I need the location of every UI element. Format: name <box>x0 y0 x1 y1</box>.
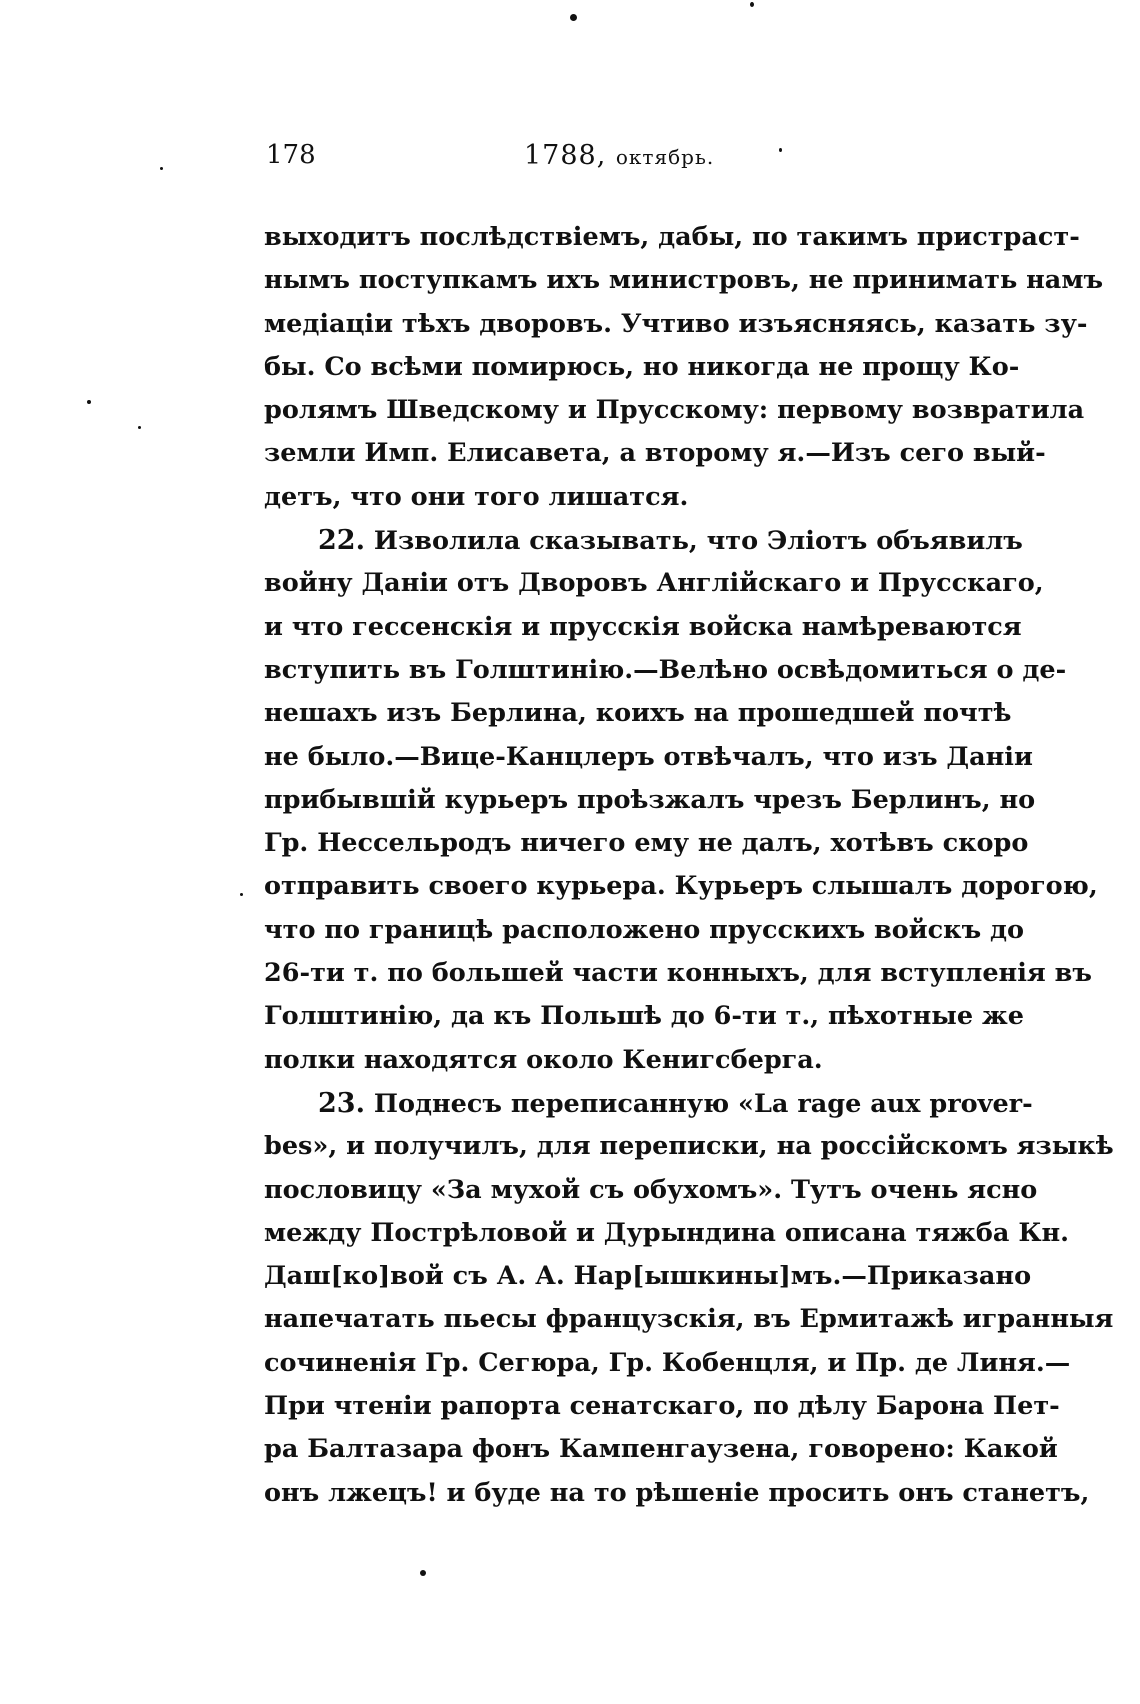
scan-speck <box>87 400 91 404</box>
text-line: Гр. Нессельродъ ничего ему не далъ, хотѣвъ скоро <box>264 828 1029 859</box>
text-line: ролямъ Шведскому и Прусскому: первому возвратила <box>264 395 1085 426</box>
entry-22-first-line <box>264 519 1023 562</box>
page-number: 178 <box>266 140 316 170</box>
text-line: нешахъ изъ Берлина, коихъ на прошедшей почтѣ <box>264 698 1012 729</box>
text-line: напечатать пьесы французскія, въ Ермитажѣ игранныя <box>264 1304 1114 1335</box>
scan-speck <box>240 893 243 896</box>
text-line: выходитъ послѣдствіемъ, дабы, по такимъ пристраст- <box>264 222 1080 252</box>
text-line: 26-ти т. по большей части конныхъ, для вступленія въ <box>264 958 1092 989</box>
text-line: между Пострѣловой и Дурындина описана тяжба Кн. <box>264 1217 1070 1248</box>
entry-23-number: 23. <box>318 1087 365 1119</box>
text-line: бы. Со всѣми помирюсь, но никогда не прощу Ко- <box>264 351 1020 382</box>
text-line: вступить въ Голштинію.—Велѣно освѣдомиться о де- <box>264 654 1067 685</box>
header-year: 1788, <box>524 140 607 171</box>
scan-speck <box>420 1570 426 1576</box>
text-line: медіаціи тѣхъ дворовъ. Учтиво изъясняясь, казать зу- <box>264 308 1088 339</box>
text-line: прибывшій курьеръ проѣзжалъ чрезъ Берлинъ, но <box>264 784 1036 815</box>
text-line: детъ, что они того лишатся. <box>264 481 689 512</box>
scan-speck <box>138 426 141 429</box>
entry-22-first-text: Изволила сказывать, что Эліотъ объявилъ <box>373 526 1023 557</box>
text-line: Голштинію, да къ Польшѣ до 6-ти т., пѣхотные же <box>264 1001 1024 1032</box>
text-line: При чтеніи рапорта сенатскаго, по дѣлу Барона Пет- <box>264 1391 1060 1422</box>
entry-23-first-text: Поднесъ переписанную «La rage aux prover- <box>373 1088 1033 1119</box>
text-line: что по границѣ расположено прусскихъ войскъ до <box>264 914 1025 945</box>
text-line: онъ лжецъ! и буде на то рѣшеніе просить онъ станетъ, <box>264 1477 1090 1508</box>
text-line: Даш[ко]вой съ А. А. Нар[ышкины]мъ.—Приказано <box>264 1261 1032 1292</box>
text-line: войну Даніи отъ Дворовъ Англійскаго и Прусскаго, <box>264 568 1044 599</box>
text-line: не было.—Вице-Канцлеръ отвѣчалъ, что изъ Даніи <box>264 741 1033 772</box>
header-month: октябрь. <box>615 145 715 169</box>
page-header <box>266 140 996 180</box>
scan-speck <box>570 14 577 21</box>
text-line: сочиненія Гр. Сегюра, Гр. Кобенцля, и Пр. де Линя.— <box>264 1347 1071 1378</box>
entry-23-first-line <box>264 1082 1033 1125</box>
entry-22-number: 22. <box>318 525 365 557</box>
scan-speck <box>750 2 754 7</box>
text-line: bes», и получилъ, для переписки, на россійскомъ языкѣ <box>264 1131 1114 1162</box>
body-text <box>264 216 1114 1515</box>
text-line: земли Имп. Елисавета, а второму я.—Изъ сего вый- <box>264 438 1046 469</box>
scan-speck <box>160 167 163 170</box>
text-line: полки находятся около Кенигсберга. <box>264 1044 823 1075</box>
text-line: отправить своего курьера. Курьеръ слышалъ дорогою, <box>264 871 1098 902</box>
text-line: ра Балтазара фонъ Кампенгаузена, говорено: Какой <box>264 1434 1058 1465</box>
running-head <box>524 140 714 171</box>
text-line: пословицу «За мухой съ обухомъ». Тутъ очень ясно <box>264 1174 1038 1205</box>
text-line: и что гессенскія и прусскія войска намѣреваются <box>264 611 1022 642</box>
text-line: нымъ поступкамъ ихъ министровъ, не принимать намъ <box>264 265 1104 296</box>
